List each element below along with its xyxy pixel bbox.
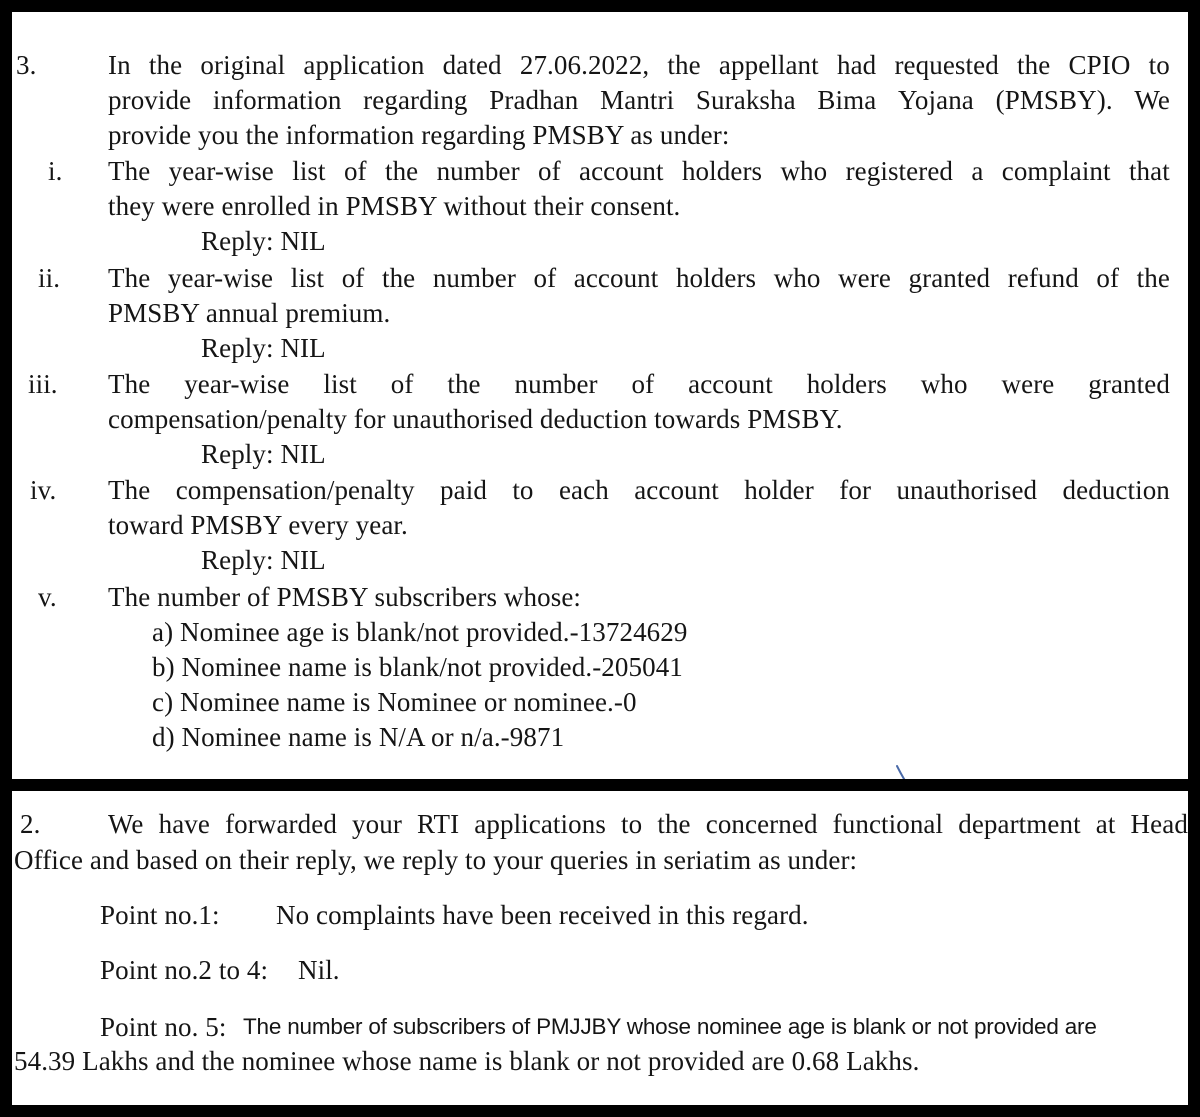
word: In <box>108 50 131 80</box>
word: functional <box>832 809 944 839</box>
sub-item: d) Nominee name is N/A or n/a.-9871 <box>152 722 565 752</box>
word: the <box>657 809 691 839</box>
word: to <box>512 475 534 505</box>
item-line <box>108 473 1170 507</box>
word: who <box>920 369 968 399</box>
word: the <box>1136 263 1170 293</box>
point-text: The number of subscribers of PMJJBY whose nominee age is blank or not provided are <box>243 1014 1097 1039</box>
word: compensation/penalty <box>175 475 415 505</box>
word: The <box>108 263 151 293</box>
word: to <box>1148 50 1170 80</box>
word: holders <box>681 156 763 186</box>
word: Yojana <box>898 85 974 115</box>
item-line: compensation/penalty for unauthorised deduction towards PMSBY. <box>108 404 843 434</box>
sub-item: c) Nominee name is Nominee or nominee.-0 <box>152 687 637 717</box>
item-line: toward PMSBY every year. <box>108 510 408 540</box>
word: granted <box>908 263 991 293</box>
word: number <box>432 263 516 293</box>
point-text: No complaints have been received in this regard. <box>276 900 809 930</box>
word: The <box>108 156 151 186</box>
word: appellant <box>718 50 819 80</box>
word: that <box>1128 156 1170 186</box>
word: registered <box>845 156 954 186</box>
word: were <box>1001 369 1055 399</box>
word: Pradhan <box>489 85 579 115</box>
word: regarding <box>363 85 468 115</box>
word: of <box>537 156 561 186</box>
para-number: 3. <box>16 50 37 80</box>
word: Bima <box>817 85 877 115</box>
word: of <box>1096 263 1120 293</box>
item-numeral: ii. <box>38 263 61 293</box>
word: the <box>447 369 481 399</box>
word: were <box>838 263 891 293</box>
reply-text: Reply: NIL <box>201 333 326 363</box>
word: The <box>108 369 151 399</box>
item-numeral: v. <box>38 582 57 612</box>
word: account <box>634 475 719 505</box>
word: holder <box>744 475 814 505</box>
word: department <box>958 809 1081 839</box>
word: CPIO <box>1068 50 1131 80</box>
word: (PMSBY). <box>995 85 1113 115</box>
word: list <box>292 156 326 186</box>
sub-item: b) Nominee name is blank/not provided.-205041 <box>152 652 683 682</box>
word: holders <box>806 369 887 399</box>
word: the <box>1017 50 1051 80</box>
word: application <box>303 50 425 80</box>
word: information <box>212 85 342 115</box>
para-line <box>108 48 1170 82</box>
point-label: Point no. 5: <box>100 1012 227 1042</box>
sub-item: a) Nominee age is blank/not provided.-13724629 <box>152 617 688 647</box>
word: granted <box>1088 369 1170 399</box>
word: refund <box>1007 263 1079 293</box>
item-numeral: iii. <box>28 369 58 399</box>
word: of <box>343 156 367 186</box>
reply-text: Reply: NIL <box>201 439 326 469</box>
word: of <box>533 263 557 293</box>
word: number <box>436 156 520 186</box>
word: at <box>1095 809 1116 839</box>
para-number: 2. <box>20 809 41 839</box>
word: unauthorised <box>896 475 1038 505</box>
word: We <box>108 809 144 839</box>
word: number <box>514 369 598 399</box>
word: account <box>688 369 773 399</box>
word: dated <box>442 50 502 80</box>
word: list <box>323 369 357 399</box>
word: who <box>780 156 828 186</box>
item-numeral: iv. <box>30 475 57 505</box>
word: account <box>573 263 659 293</box>
para-line: provide you the information regarding PMSBY as under: <box>108 120 730 150</box>
pen-tick-mark <box>894 760 924 779</box>
word: a <box>971 156 984 186</box>
point-line: 54.39 Lakhs and the nominee whose name is blank or not provided are 0.68 Lakhs. <box>14 1046 920 1076</box>
word: forwarded <box>225 809 337 839</box>
word: applications <box>474 809 606 839</box>
item-line <box>108 367 1170 401</box>
item-line <box>108 261 1170 295</box>
word: account <box>578 156 664 186</box>
item-line <box>108 154 1170 188</box>
word: Suraksha <box>695 85 796 115</box>
point-text: Nil. <box>298 955 340 985</box>
word: the <box>148 50 183 80</box>
item-line: PMSBY annual premium. <box>108 298 391 328</box>
word: 27.06.2022, <box>519 50 650 80</box>
rti-order-excerpt <box>12 12 1188 779</box>
point-label: Point no.2 to 4: <box>100 955 269 985</box>
point-label: Point no.1: <box>100 900 220 930</box>
word: had <box>836 50 877 80</box>
bank-reply-excerpt <box>12 791 1188 1105</box>
item-line: The number of PMSBY subscribers whose: <box>108 582 582 612</box>
reply-text: Reply: NIL <box>201 226 326 256</box>
word: Mantri <box>600 85 675 115</box>
item-line: they were enrolled in PMSBY without their consent. <box>108 191 681 221</box>
item-numeral: i. <box>48 156 63 186</box>
word: list <box>290 263 325 293</box>
word: deduction <box>1062 475 1170 505</box>
para-line <box>108 807 1188 841</box>
word: year-wise <box>168 156 274 186</box>
reply-text: Reply: NIL <box>201 545 326 575</box>
word: have <box>158 809 210 839</box>
word: year-wise <box>184 369 290 399</box>
word: The <box>108 475 151 505</box>
word: who <box>773 263 821 293</box>
word: provide <box>108 85 192 115</box>
word: of <box>631 369 655 399</box>
word: RTI <box>417 809 460 839</box>
word: each <box>558 475 609 505</box>
word: for <box>839 475 872 505</box>
word: the <box>667 50 701 80</box>
word: of <box>390 369 414 399</box>
word: the <box>381 263 416 293</box>
word: Head <box>1130 809 1188 839</box>
word: requested <box>894 50 999 80</box>
word: year-wise <box>167 263 274 293</box>
word: paid <box>440 475 487 505</box>
word: original <box>200 50 286 80</box>
word: concerned <box>705 809 818 839</box>
word: your <box>352 809 402 839</box>
word: of <box>341 263 365 293</box>
para-line: Office and based on their reply, we reply to your queries in seriatim as under: <box>14 845 858 875</box>
word: to <box>621 809 643 839</box>
para-line <box>108 83 1170 117</box>
word: holders <box>675 263 757 293</box>
word: complaint <box>1001 156 1111 186</box>
word: the <box>384 156 419 186</box>
word: We <box>1134 85 1170 115</box>
